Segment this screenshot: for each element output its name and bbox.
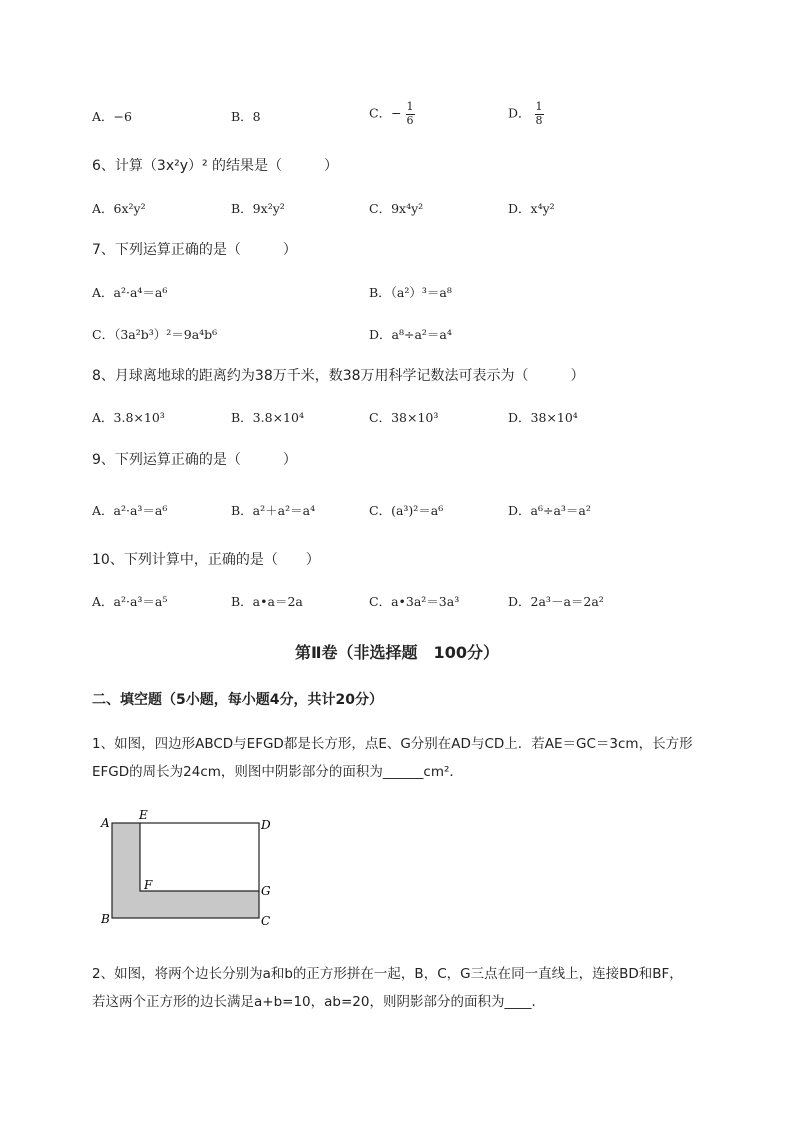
q9-option-b: B．a²＋a²＝a⁴	[231, 503, 316, 518]
q7-option-b: B．（a²）³＝a⁸	[369, 285, 452, 300]
q8-option-d: D．38×10⁴	[508, 410, 578, 425]
q8-stem: 8、月球离地球的距离约为38万千米，数38万用科学记数法可表示为（ ）	[92, 368, 585, 384]
q7-option-c: C．（3a²b³）²＝9a⁴b⁶	[92, 327, 218, 342]
q6-option-c: C．9x⁴y²	[369, 201, 424, 216]
fill-question-1-line-1: 1、如图，四边形ABCD与EFGD都是长方形，点E、G分别在AD与CD上．若AE＝GC＝3cm，长方形	[92, 736, 693, 752]
q6-option-b: B．9x²y²	[231, 201, 285, 216]
rectangle-figure	[92, 810, 292, 930]
q7-option-d: D．a⁸÷a²＝a⁴	[369, 327, 452, 342]
point-label-c: C	[261, 914, 271, 928]
fraction-numerator: 1	[406, 100, 414, 113]
q8-option-c: C．38×10³	[369, 410, 439, 425]
q10-option-b: B．a•a＝2a	[231, 594, 303, 609]
q6-stem: 6、计算（3x²y）² 的结果是（ ）	[92, 158, 339, 174]
q8-option-b: B．3.8×10⁴	[231, 410, 304, 425]
q6-option-a: A．6x²y²	[92, 201, 146, 216]
q9-option-c: C．(a³)²＝a⁶	[369, 503, 444, 518]
q7-stem: 7、下列运算正确的是（ ）	[92, 242, 297, 258]
shaded-region	[112, 823, 259, 918]
fill-question-1-line-2: EFGD的周长为24cm，则图中阴影部分的面积为______cm²．	[92, 764, 463, 780]
fill-question-1	[92, 730, 732, 786]
q9-stem: 9、下列运算正确的是（ ）	[92, 452, 297, 468]
q10-option-a: A．a²·a³＝a⁵	[92, 594, 168, 609]
point-label-d: D	[261, 818, 271, 832]
q10-option-d: D．2a³－a＝2a²	[508, 594, 604, 609]
q5-option-c-fraction	[406, 101, 415, 127]
q5-option-d-fraction	[535, 101, 544, 127]
fill-question-2	[92, 960, 732, 1016]
q5-option-c	[369, 101, 415, 127]
point-label-e: E	[139, 808, 148, 822]
section-fill-in-heading: 二、填空题（5小题，每小题4分，共计20分）	[92, 692, 383, 708]
fill-question-2-line-1: 2、如图，将两个边长分别为a和b的正方形拼在一起，B，C，G三点在同一直线上，连接BD和BF，	[92, 966, 683, 982]
point-label-f: F	[144, 878, 153, 892]
q5-option-c-label: C．−	[369, 105, 402, 121]
q5-option-a: A．−6	[92, 109, 132, 124]
q8-option-a: A．3.8×10³	[92, 410, 165, 425]
point-label-g: G	[261, 884, 271, 898]
q7-option-a: A．a²·a⁴＝a⁶	[92, 285, 168, 300]
q10-option-c: C．a•3a²＝3a³	[369, 594, 460, 609]
point-label-b: B	[101, 912, 110, 926]
q9-option-d: D．a⁶÷a³＝a²	[508, 503, 591, 518]
q6-option-d: D．x⁴y²	[508, 201, 555, 216]
part-ii-title: 第Ⅱ卷（非选择题 100分）	[295, 643, 499, 662]
fill-question-2-line-2: 若这两个正方形的边长满足a+b=10，ab=20，则阴影部分的面积为____．	[92, 994, 545, 1010]
q9-option-a: A．a²·a³＝a⁶	[92, 503, 168, 518]
q5-option-d	[508, 101, 544, 127]
rectangle-efgd-edges	[140, 823, 259, 891]
q10-stem: 10、下列计算中，正确的是（ ）	[92, 552, 320, 568]
q5-option-d-label: D．	[508, 105, 531, 121]
fraction-numerator: 1	[535, 100, 543, 113]
fraction-denominator: 8	[535, 113, 543, 127]
q5-option-b: B．8	[231, 109, 261, 124]
point-label-a: A	[101, 816, 110, 830]
fraction-denominator: 6	[406, 113, 414, 127]
